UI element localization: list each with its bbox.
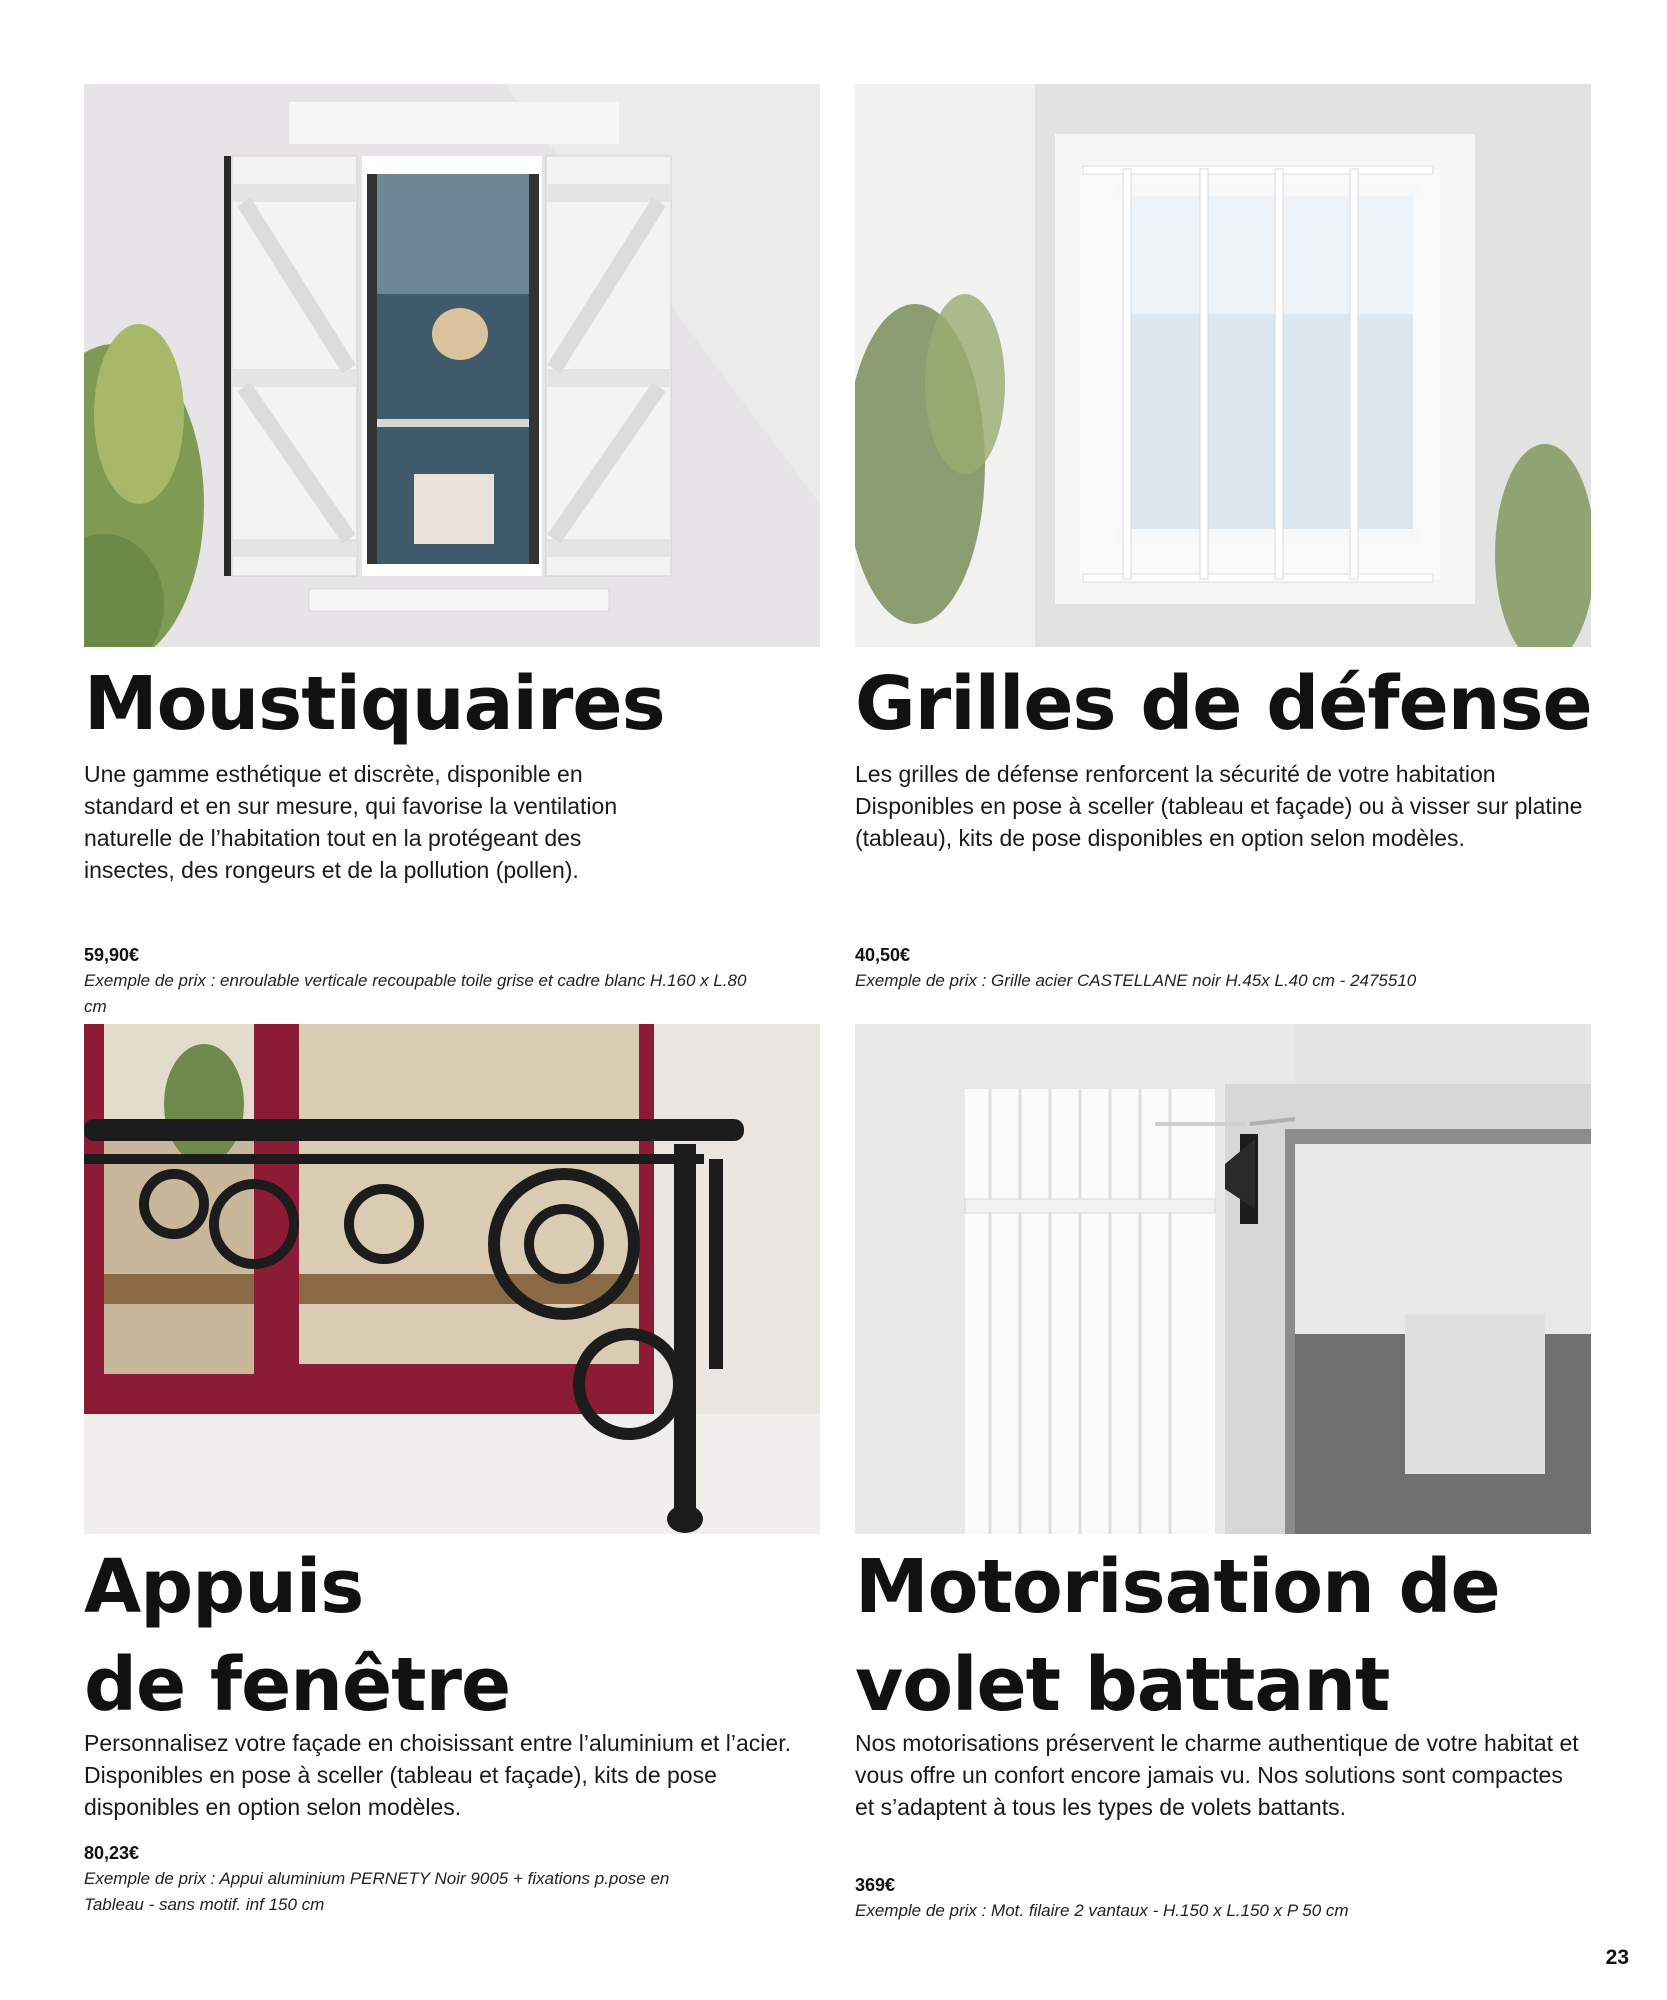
- appuis-price: 80,23€: [84, 1843, 140, 1863]
- grilles-description: Les grilles de défense renforcent la sécurité de votre habitation Disponibles en pose à sceller (tableau et façade) ou à visser sur platine (tableau), kits de pose disponibles en option selon modèles.: [855, 761, 1583, 851]
- motorisation-title-line-1: Motorisation de: [855, 1544, 1500, 1630]
- appuis-example: Exemple de prix : Appui aluminium PERNETY Noir 9005 + fixations p.pose en Tableau - sans motif. inf 150 cm: [84, 1869, 670, 1914]
- grilles-example: Exemple de prix : Grille acier CASTELLANE noir H.45x L.40 cm - 2475510: [855, 971, 1417, 990]
- appuis-title: [84, 1538, 510, 1734]
- moustiquaires-example: Exemple de prix : enroulable verticale recoupable toile grise et cadre blanc H.160 x L.80 cm: [84, 971, 747, 1016]
- motorisation-photo: [855, 1024, 1591, 1534]
- motorisation-price: 369€: [855, 1875, 896, 1895]
- grilles-photo: [855, 84, 1591, 647]
- motorisation-title: [855, 1538, 1500, 1734]
- appuis-title-line-1: Appuis: [84, 1544, 364, 1630]
- grilles-title: [855, 655, 1592, 753]
- appuis-photo: [84, 1024, 820, 1534]
- appuis-description: Personnalisez votre façade en choisissant entre l’aluminium et l’acier. Disponibles en pose à sceller (tableau et façade), kits de pose disponibles en option selon modèles.: [84, 1730, 791, 1820]
- appuis-title-line-2: de fenêtre: [84, 1642, 511, 1728]
- moustiquaires-photo: [84, 84, 820, 647]
- page-number: 23: [1605, 1946, 1629, 1969]
- motorisation-example: Exemple de prix : Mot. filaire 2 vantaux - H.150 x L.150 x P 50 cm: [855, 1901, 1349, 1920]
- moustiquaires-description: Une gamme esthétique et discrète, disponible en standard et en sur mesure, qui favorise la ventilation naturelle de l’habitation tout en la protégeant des insectes, des rongeurs et de la pollution (pollen).: [84, 761, 618, 883]
- grilles-price: 40,50€: [855, 945, 911, 965]
- motorisation-description: Nos motorisations préservent le charme authentique de votre habitat et vous offre un confort encore jamais vu. Nos solutions sont compactes et s’adaptent à tous les types de volets battants.: [855, 1730, 1579, 1820]
- moustiquaires-title: [84, 655, 665, 753]
- moustiquaires-title-line: Moustiquaires: [84, 661, 665, 747]
- motorisation-title-line-2: volet battant: [855, 1642, 1390, 1728]
- grilles-title-line: Grilles de défense: [855, 661, 1592, 747]
- moustiquaires-price: 59,90€: [84, 945, 140, 965]
